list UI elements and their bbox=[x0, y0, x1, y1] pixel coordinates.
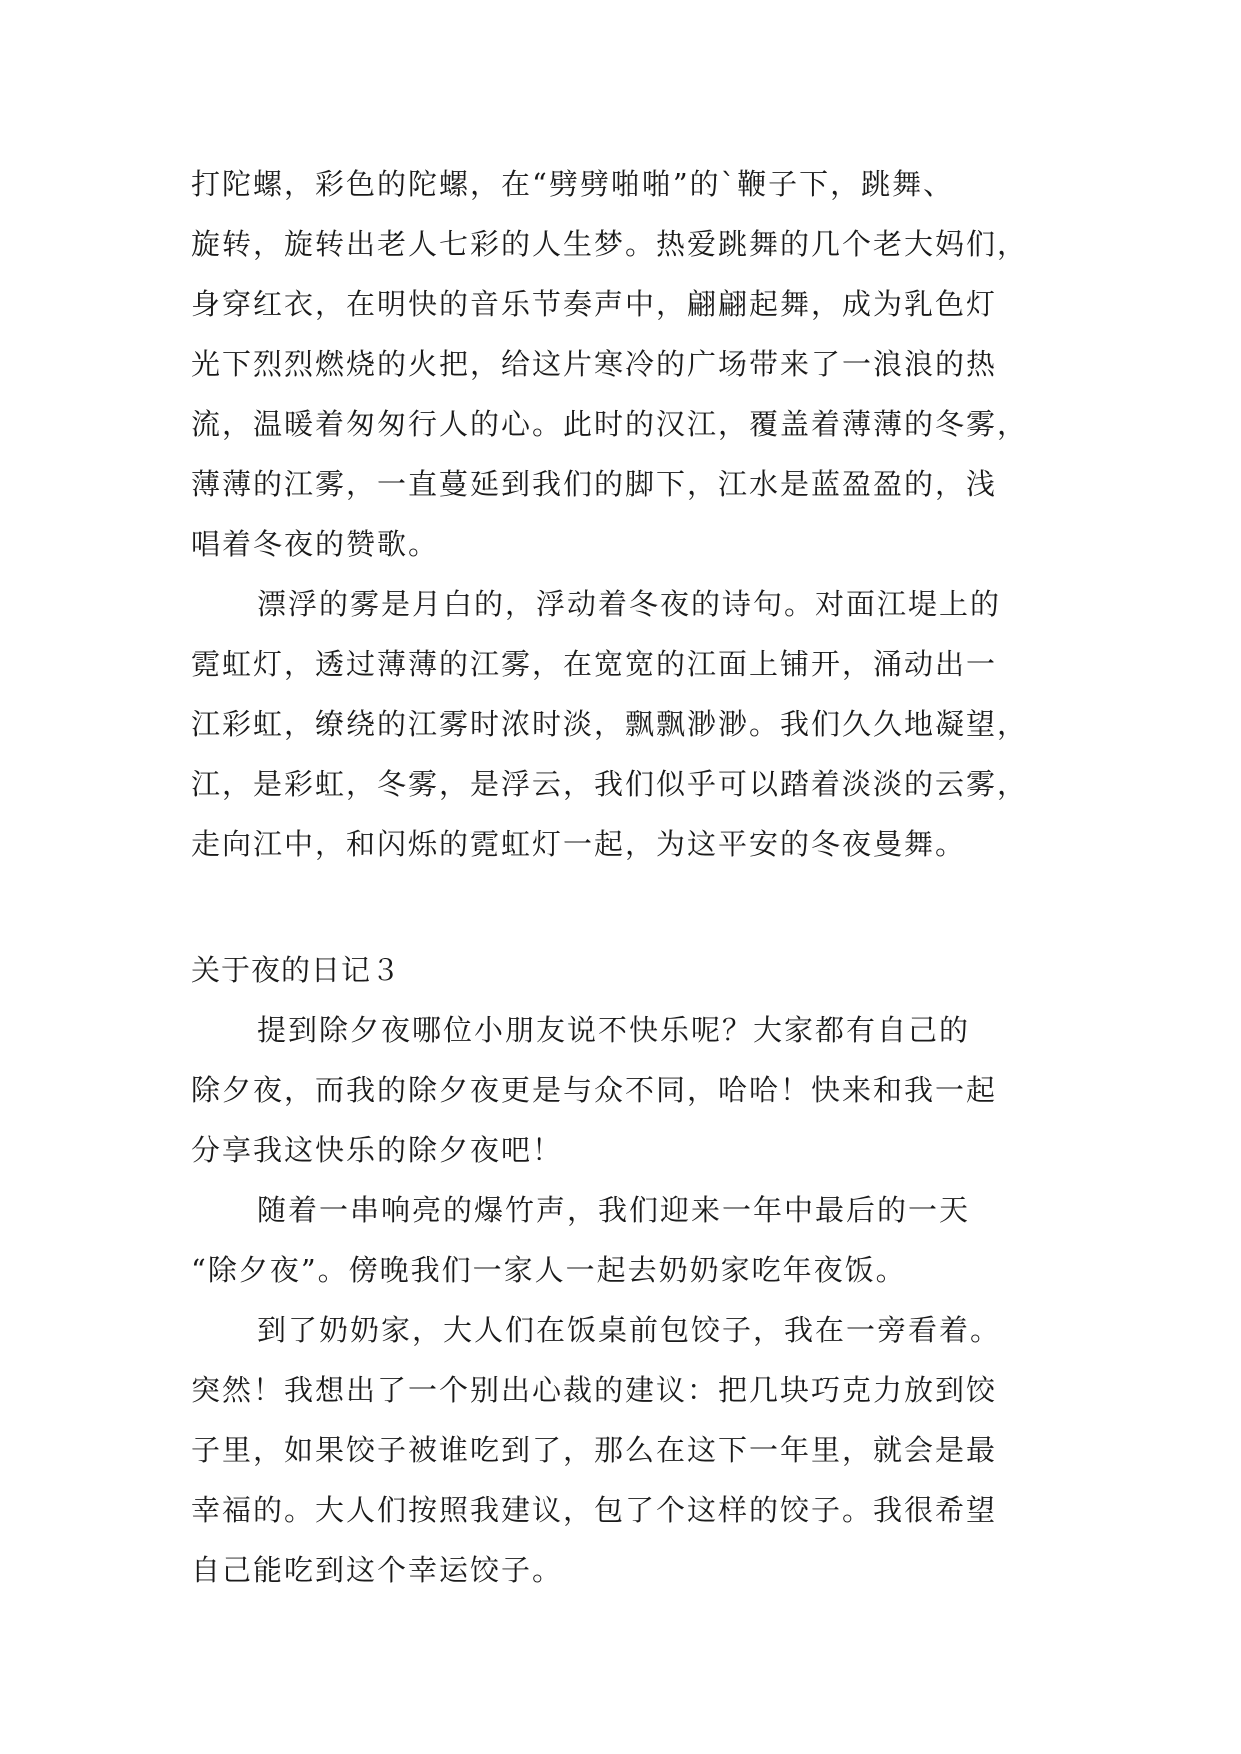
paragraph-line: “除夕夜”。傍晚我们一家人一起去奶奶家吃年夜饭。 bbox=[191, 1253, 907, 1287]
paragraph-line: 流，温暖着匆匆行人的心。此时的汉江，覆盖着薄薄的冬雾， bbox=[191, 407, 1029, 441]
paragraph-line: 唱着冬夜的赞歌。 bbox=[191, 527, 440, 561]
paragraph-line: 打陀螺，彩色的陀螺，在“劈劈啪啪”的`鞭子下，跳舞、 bbox=[191, 167, 955, 201]
paragraph-line: 提到除夕夜哪位小朋友说不快乐呢？大家都有自己的 bbox=[257, 1013, 971, 1047]
paragraph-line: 幸福的。大人们按照我建议，包了个这样的饺子。我很希望 bbox=[191, 1493, 998, 1527]
paragraph-3 bbox=[191, 1000, 1051, 1180]
paragraph-line: 旋转，旋转出老人七彩的人生梦。热爱跳舞的几个老大妈们， bbox=[191, 227, 1029, 261]
document-page bbox=[191, 154, 1051, 1600]
paragraph-line: 到了奶奶家，大人们在饭桌前包饺子，我在一旁看着。 bbox=[257, 1313, 1002, 1347]
paragraph-line: 身穿红衣，在明快的音乐节奏声中，翩翩起舞，成为乳色灯 bbox=[191, 287, 998, 321]
section-heading: 关于夜的日记３ bbox=[191, 953, 402, 987]
paragraph-2 bbox=[191, 574, 1051, 874]
paragraph-line: 随着一串响亮的爆竹声，我们迎来一年中最后的一天 bbox=[257, 1193, 971, 1227]
paragraph-line: 江彩虹，缭绕的江雾时浓时淡，飘飘渺渺。我们久久地凝望， bbox=[191, 707, 1029, 741]
paragraph-line: 薄薄的江雾，一直蔓延到我们的脚下，江水是蓝盈盈的，浅 bbox=[191, 467, 998, 501]
paragraph-line: 分享我这快乐的除夕夜吧！ bbox=[191, 1133, 564, 1167]
paragraph-line: 走向江中，和闪烁的霓虹灯一起，为这平安的冬夜曼舞。 bbox=[191, 827, 967, 861]
paragraph-line: 光下烈烈燃烧的火把，给这片寒冷的广场带来了一浪浪的热 bbox=[191, 347, 998, 381]
paragraph-4 bbox=[191, 1180, 1051, 1300]
paragraph-line: 子里，如果饺子被谁吃到了，那么在这下一年里，就会是最 bbox=[191, 1433, 998, 1467]
paragraph-line: 突然！我想出了一个别出心裁的建议：把几块巧克力放到饺 bbox=[191, 1373, 998, 1407]
paragraph-line: 除夕夜，而我的除夕夜更是与众不同，哈哈！快来和我一起 bbox=[191, 1073, 998, 1107]
paragraph-line: 霓虹灯，透过薄薄的江雾，在宽宽的江面上铺开，涌动出一 bbox=[191, 647, 998, 681]
paragraph-5 bbox=[191, 1300, 1051, 1600]
paragraph-line: 漂浮的雾是月白的，浮动着冬夜的诗句。对面江堤上的 bbox=[257, 587, 1002, 621]
paragraph-line: 自己能吃到这个幸运饺子。 bbox=[191, 1553, 564, 1587]
paragraph-line: 江，是彩虹，冬雾，是浮云，我们似乎可以踏着淡淡的云雾， bbox=[191, 767, 1029, 801]
paragraph-1 bbox=[191, 154, 1051, 574]
